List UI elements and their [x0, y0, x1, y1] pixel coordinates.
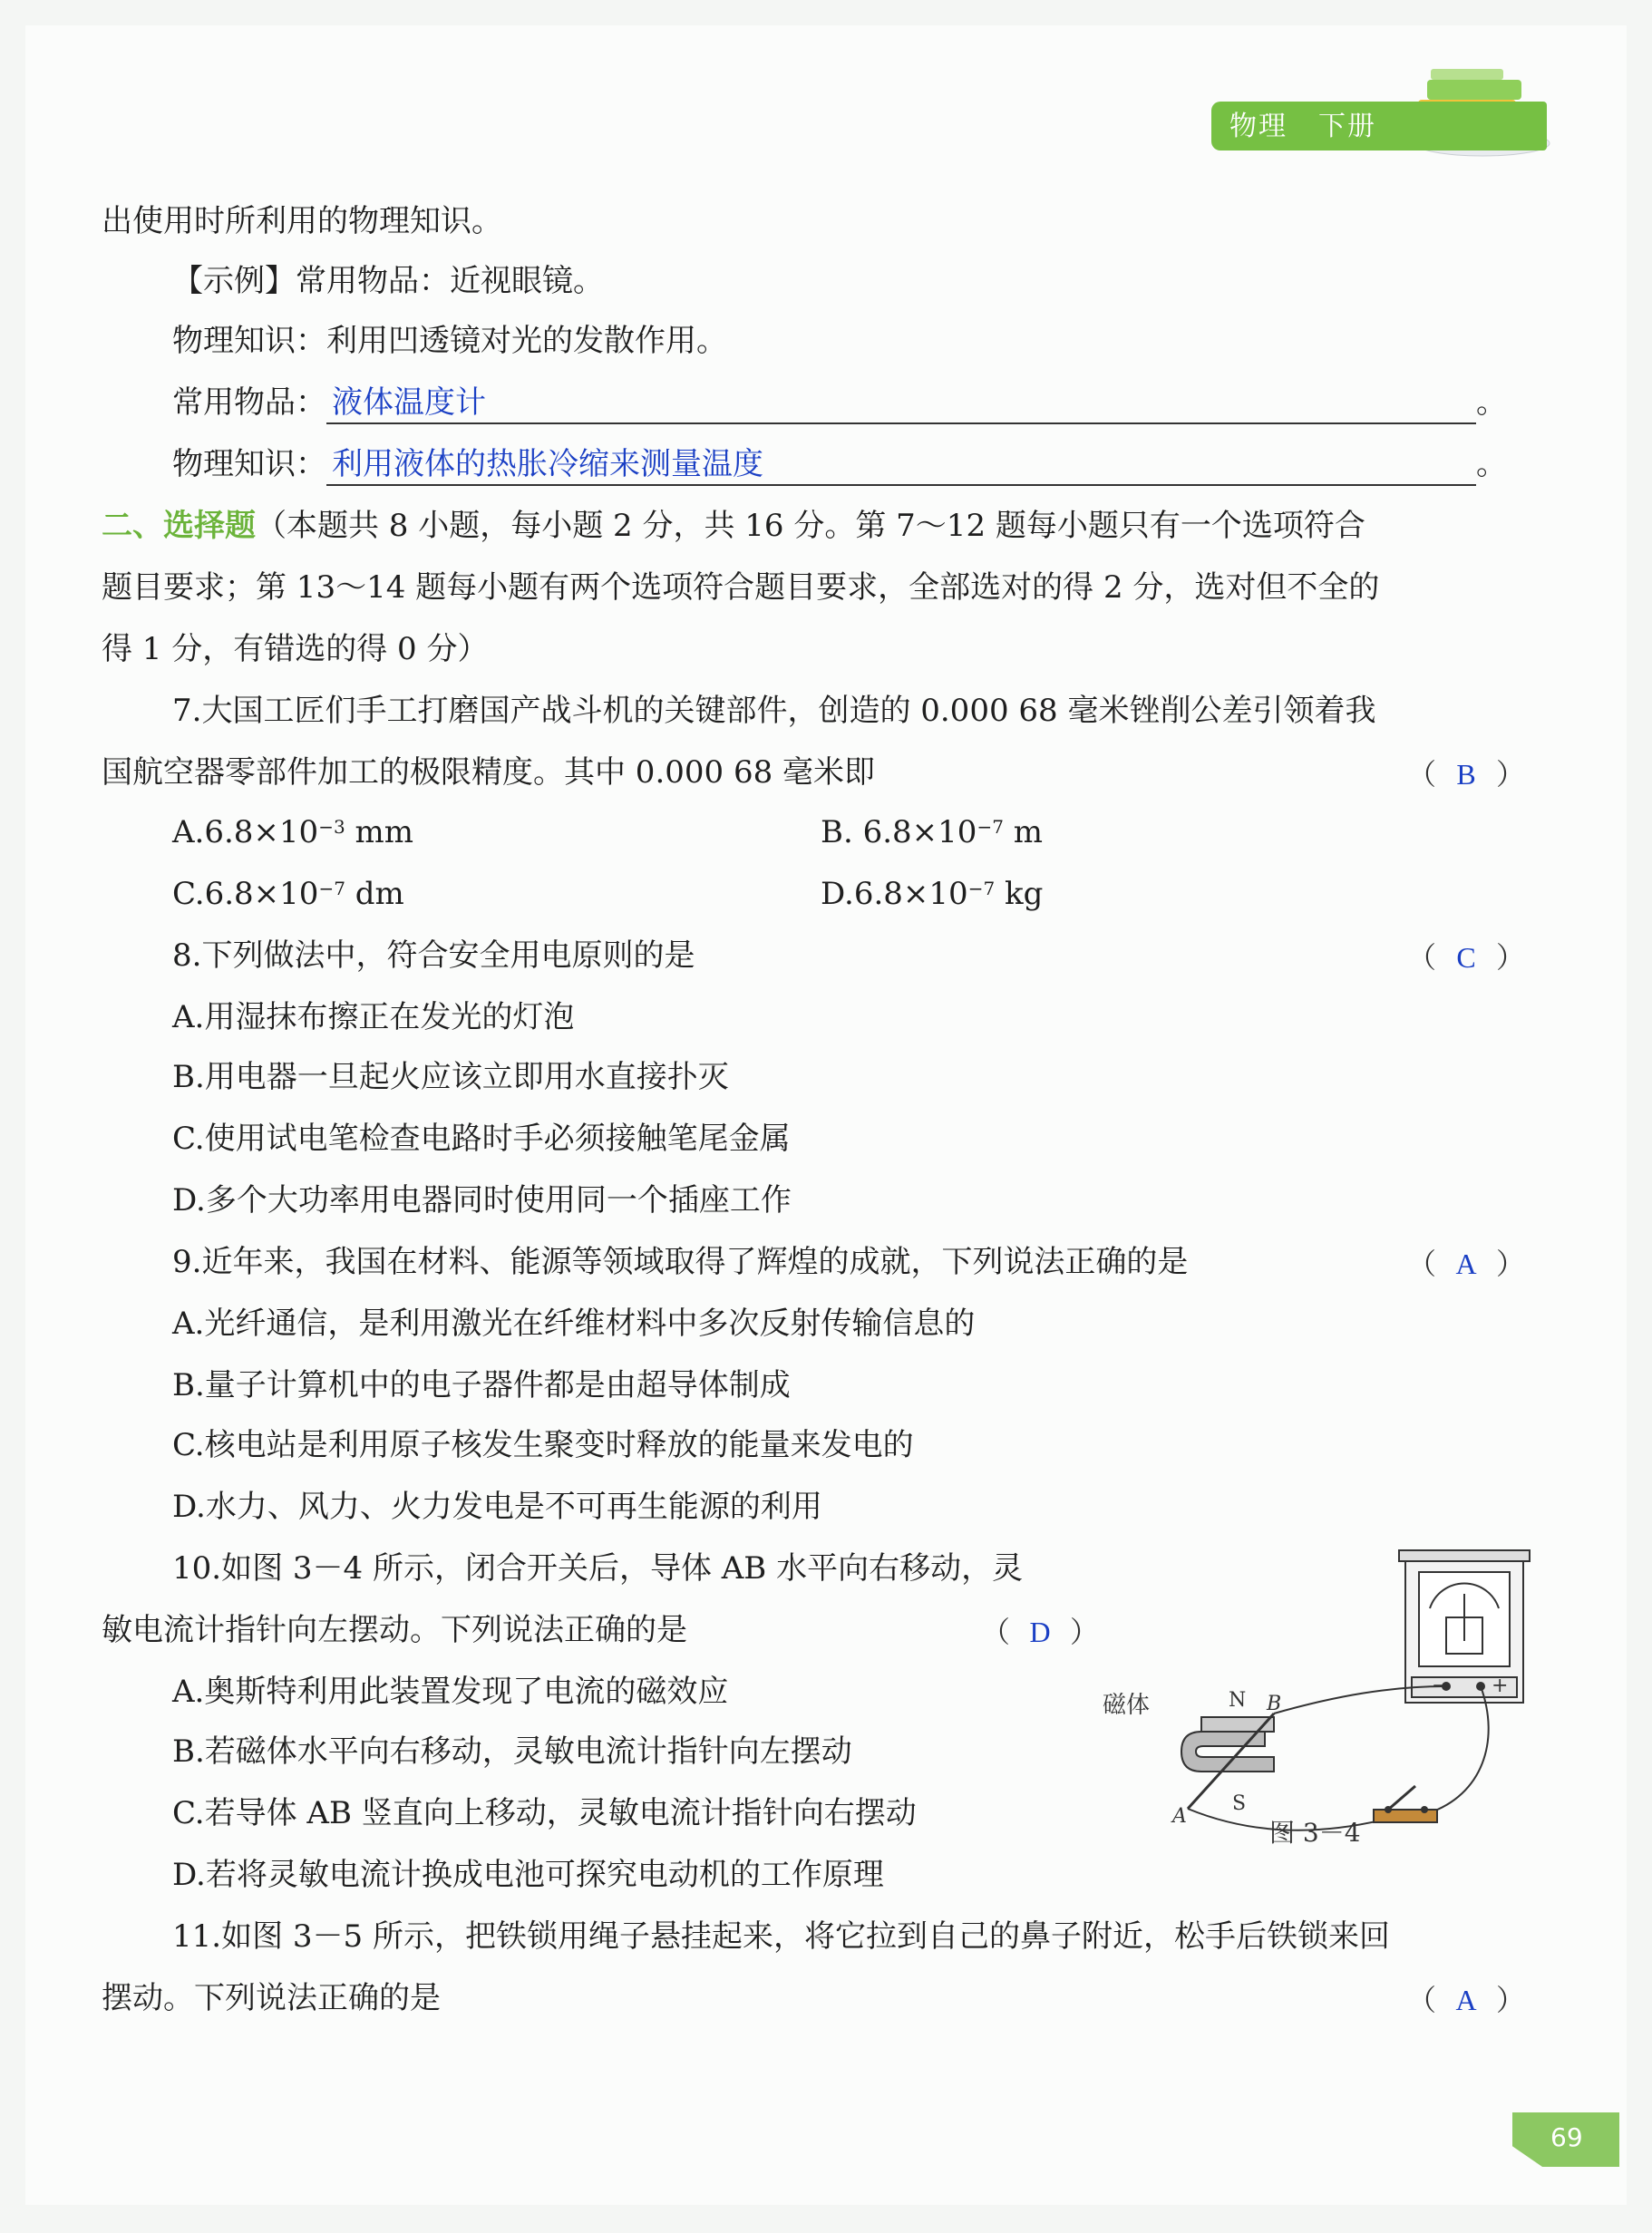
- q7-option-d-base: D.6.8×10: [821, 876, 968, 912]
- q8-option-d: D.多个大功率用电器同时使用同一个插座工作: [172, 1182, 792, 1218]
- section2-line-1: [102, 504, 1365, 548]
- q11-answer: [1407, 1978, 1526, 2022]
- paren-close: ）: [1496, 757, 1526, 791]
- fig-magnet-label: 磁体: [1103, 1692, 1151, 1719]
- q7-option-b-base: B. 6.8×10: [821, 814, 977, 850]
- paren-open: （: [1407, 757, 1437, 791]
- q9-answer: [1407, 1242, 1526, 1286]
- q7-option-b-unit: m: [1003, 814, 1043, 850]
- q7-option-d-unit: kg: [995, 876, 1044, 912]
- q9-option-d: D.水力、风力、火力发电是不可再生能源的利用: [172, 1489, 822, 1525]
- q7-option-a: [172, 811, 413, 854]
- fill-item-answer[interactable]: 液体温度计: [326, 381, 1476, 424]
- end-mark: 。: [1476, 446, 1507, 482]
- q8-answer-value: C: [1456, 941, 1476, 974]
- fig-a-label: A: [1172, 1805, 1187, 1828]
- q7-answer: [1407, 752, 1526, 796]
- q7-option-c-exp: −7: [318, 878, 345, 899]
- q11-answer-value: A: [1455, 1984, 1477, 2016]
- page-number: 69: [1550, 2122, 1583, 2152]
- q8-answer: [1407, 936, 1526, 979]
- q10-answer-value: D: [1029, 1616, 1051, 1648]
- galvanometer-icon: [1399, 1550, 1530, 1703]
- fig-plus-label: +: [1492, 1675, 1509, 1697]
- paren-open: （: [1407, 1247, 1437, 1281]
- q7-option-b-exp: −7: [977, 816, 1004, 838]
- section2-line-2: 题目要求；第 13～14 题每小题有两个选项符合题目要求，全部选对的得 2 分，选对但不全的: [102, 569, 1380, 606]
- q10-option-b: B.若磁体水平向右移动，灵敏电流计指针向左摆动: [172, 1733, 852, 1770]
- q10-stem-1: 10.如图 3－4 所示，闭合开关后，导体 AB 水平向右移动，灵: [172, 1550, 1024, 1587]
- section-desc-1: （本题共 8 小题，每小题 2 分，共 16 分。第 7～12 题每小题只有一个选项符合: [256, 508, 1365, 544]
- q7-option-c: [172, 872, 404, 916]
- q8-stem: 8.下列做法中，符合安全用电原则的是: [172, 937, 695, 974]
- paren-close: ）: [1496, 1247, 1526, 1281]
- section-title: 二、选择题: [102, 508, 256, 544]
- volume-name: 下册: [1318, 111, 1376, 142]
- paren-close: ）: [1070, 1615, 1100, 1649]
- figure-caption: 图 3－4: [1269, 1818, 1361, 1848]
- q10-option-c: C.若导体 AB 竖直向上移动，灵敏电流计指针向右摆动: [172, 1795, 917, 1831]
- fig-s-label: S: [1232, 1792, 1247, 1815]
- subject-label: [1229, 107, 1376, 147]
- fig-n-label: N: [1229, 1689, 1247, 1712]
- paren-open: （: [1407, 1983, 1437, 2017]
- q11-stem-1: 11.如图 3－5 所示，把铁锁用绳子悬挂起来，将它拉到自己的鼻子附近，松手后铁锁来回: [172, 1918, 1390, 1955]
- wire-right: [1428, 1686, 1489, 1813]
- q11-stem-2: 摆动。下列说法正确的是: [102, 1980, 441, 2016]
- switch-icon: [1374, 1786, 1437, 1822]
- fig-minus-label: −: [1432, 1675, 1449, 1697]
- subject-name: 物理: [1229, 111, 1288, 142]
- q7-option-a-base: A.6.8×10: [172, 814, 319, 850]
- fill-knowledge-answer[interactable]: 利用液体的热胀冷缩来测量温度: [326, 442, 1476, 486]
- fill-knowledge-row: [172, 442, 1507, 486]
- q8-option-b: B.用电器一旦起火应该立即用水直接扑灭: [172, 1059, 729, 1095]
- q9-stem: 9.近年来，我国在材料、能源等领域取得了辉煌的成就，下列说法正确的是: [172, 1244, 1189, 1280]
- q7-stem-1: 7.大国工匠们手工打磨国产战斗机的关键部件，创造的 0.000 68 毫米锉削公差引领着我: [172, 693, 1376, 729]
- paren-close: ）: [1496, 1983, 1526, 2017]
- section2-line-3: 得 1 分，有错选的得 0 分）: [102, 631, 489, 667]
- q8-option-c: C.使用试电笔检查电路时手必须接触笔尾金属: [172, 1121, 791, 1157]
- q7-option-a-unit: mm: [345, 814, 413, 850]
- intro-tail: 出使用时所利用的物理知识。: [102, 203, 502, 239]
- q9-answer-value: A: [1455, 1248, 1477, 1280]
- q10-stem-2: 敏电流计指针向左摆动。下列说法正确的是: [102, 1612, 687, 1648]
- fill-knowledge-label: 物理知识：: [172, 446, 326, 482]
- q9-option-c: C.核电站是利用原子核发生聚变时释放的能量来发电的: [172, 1427, 914, 1463]
- q7-option-d-exp: −7: [967, 878, 996, 899]
- q10-answer: [981, 1610, 1100, 1654]
- q7-option-c-base: C.6.8×10: [172, 876, 319, 912]
- q7-option-d: [821, 872, 1043, 916]
- q9-option-b: B.量子计算机中的电子器件都是由超导体制成: [172, 1367, 791, 1403]
- q10-option-a: A.奥斯特利用此装置发现了电流的磁效应: [172, 1674, 729, 1710]
- paren-close: ）: [1496, 940, 1526, 975]
- q7-option-c-unit: dm: [345, 876, 404, 912]
- q7-stem-2: 国航空器零部件加工的极限精度。其中 0.000 68 毫米即: [102, 754, 876, 791]
- end-mark: 。: [1476, 384, 1507, 421]
- figure-3-4: [1102, 1541, 1537, 1840]
- fill-item-label: 常用物品：: [172, 384, 326, 421]
- q7-option-b: [821, 811, 1043, 854]
- fill-item-row: [172, 381, 1507, 424]
- q8-option-a: A.用湿抹布擦正在发光的灯泡: [172, 999, 575, 1035]
- q7-answer-value: B: [1456, 758, 1476, 791]
- q10-option-d: D.若将灵敏电流计换成电池可探究电动机的工作原理: [172, 1857, 884, 1893]
- fig-b-label: B: [1267, 1693, 1282, 1715]
- q9-option-a: A.光纤通信，是利用激光在纤维材料中多次反射传输信息的: [172, 1306, 976, 1342]
- paren-open: （: [981, 1615, 1011, 1649]
- example-line-2: 物理知识：利用凹透镜对光的发散作用。: [172, 323, 727, 359]
- q7-option-a-exp: −3: [318, 816, 345, 838]
- example-line-1: 【示例】常用物品：近视眼镜。: [172, 263, 604, 299]
- paren-open: （: [1407, 940, 1437, 975]
